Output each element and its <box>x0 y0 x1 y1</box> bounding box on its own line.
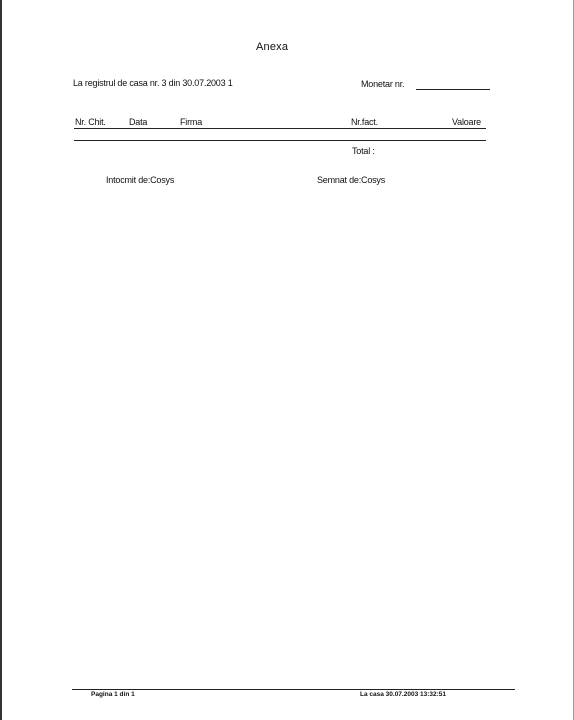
column-header-invoice-no: Nr.fact. <box>351 117 378 127</box>
report-title: Anexa <box>256 41 289 53</box>
column-header-receipt-no: Nr. Chit. <box>75 117 106 127</box>
register-line: La registrul de casa nr. 3 din 30.07.2003 1 <box>73 78 233 88</box>
column-header-value: Valoare <box>452 117 481 127</box>
page-number: Pagina 1 din 1 <box>91 691 135 698</box>
total-label: Total : <box>352 146 375 156</box>
header-underline <box>74 128 486 129</box>
signed-by: Semnat de:Cosys <box>317 175 386 185</box>
cashier-label: Monetar nr. <box>361 79 405 89</box>
column-header-company: Firma <box>180 117 202 127</box>
column-header-date: Data <box>129 117 148 127</box>
footer-rule <box>72 689 515 690</box>
cashier-blank-line <box>416 89 490 90</box>
table-bottom-rule <box>74 140 486 141</box>
prepared-by: Intocmit de:Cosys <box>106 175 175 185</box>
print-timestamp: La casa 30.07.2003 13:32:51 <box>360 691 447 698</box>
